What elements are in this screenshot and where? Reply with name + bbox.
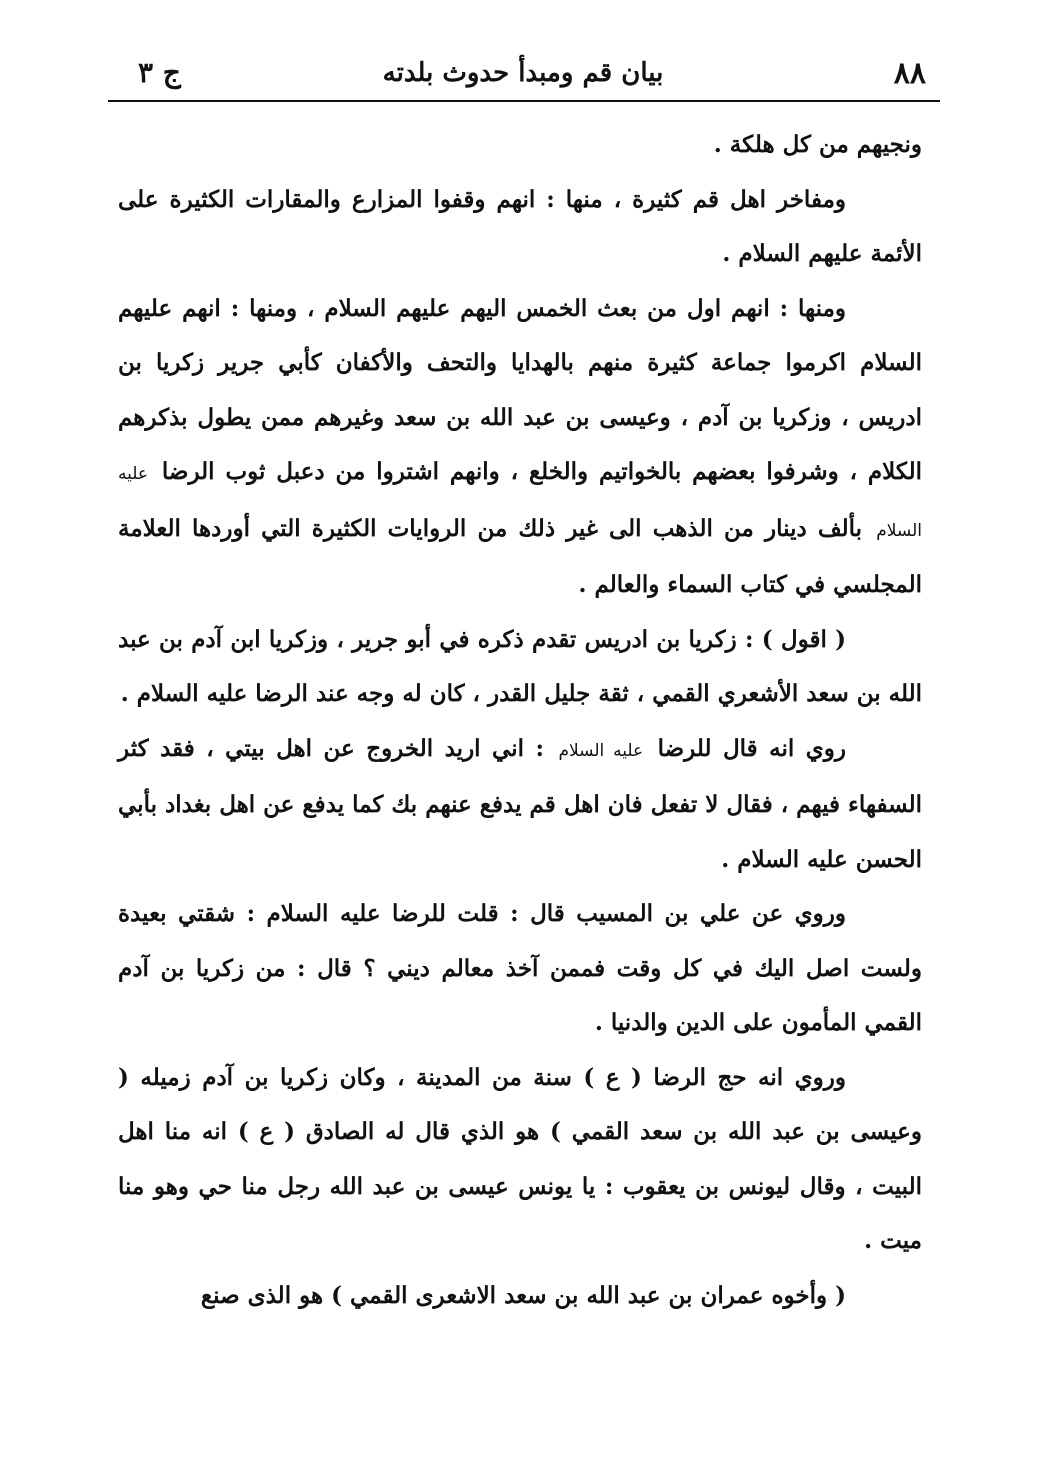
paragraph: ( اقول ) : زكريا بن ادريس تقدم ذكره في أبو جرير ، وزكريا ابن آدم بن عبد الله بن سعد الأشعري القمي ، ثقة جليل القدر ، كان له وجه عند الرضا عليه السلام . (118, 625, 922, 707)
honorific-glyph: عليه السلام (118, 464, 922, 541)
volume-label: ج ٣ (138, 56, 181, 89)
body-text (118, 118, 922, 1323)
paragraph: وروي عن علي بن المسيب قال : قلت للرضا عليه السلام : شقتي بعيدة ولست اصل اليك في كل وقت فممن آخذ معالم ديني ؟ قال : من زكريا بن آدم القمي المأمون على الدين والدنيا . (118, 900, 922, 1036)
paragraph-text: روي انه قال للرضا (657, 734, 846, 762)
header-rule (108, 100, 940, 102)
running-title: بيان قم ومبدأ حدوث بلدته (382, 58, 664, 88)
paragraph-text: بألف دينار من الذهب الى غير ذلك من الروايات الكثيرة التي أوردها العلامة المجلسي في كتاب السماء والعالم . (118, 514, 922, 598)
paragraph-text: ومنها : انهم اول من بعث الخمس اليهم عليهم السلام ، ومنها : انهم عليهم السلام اكرموا جماعة كثيرة منهم بالهدايا والتحف والأكفان كأبي جرير زكريا بن ادريس ، وزكريا بن آدم ، وعيسى بن عبد الله بن سعد وغيرهم ممن يطول بذكرهم الكلام ، وشرفوا بعضهم بالخواتيم والخلع ، وانهم اشتروا من دعبل ثوب الرضا (118, 294, 922, 485)
paragraph: وروي انه حج الرضا ( ع ) سنة من المدينة ، وكان زكريا بن آدم زميله ( وعيسى بن عبد الله بن سعد القمي ) هو الذي قال له الصادق ( ع ) انه منا اهل البيت ، وقال ليونس بن يعقوب : يا يونس عيسى بن عبد الله رجل منا حي وهو منا ميت . (118, 1063, 922, 1254)
paragraph: ونجيهم من كل هلكة . (713, 131, 922, 158)
paragraph (118, 282, 922, 613)
paragraph: ( وأخوه عمران بن عبد الله بن سعد الاشعرى القمي ) هو الذى صنع (200, 1281, 846, 1309)
page-number: ٨٨ (893, 56, 926, 91)
paragraph: ومفاخر اهل قم كثيرة ، منها : انهم وقفوا المزارع والمقارات الكثيرة على الأئمة عليهم السلام . (118, 185, 922, 267)
honorific-glyph: عليه السلام (558, 740, 644, 761)
paragraph-text: : اني اريد الخروج عن اهل بيتي ، فقد كثر السفهاء فيهم ، فقال لا تفعل فان اهل قم يدفع عنهم بك كما يدفع عن اهل بغداد بأبي الحسن عليه السلام . (118, 734, 922, 873)
page-header (108, 48, 938, 100)
paragraph (118, 722, 922, 888)
